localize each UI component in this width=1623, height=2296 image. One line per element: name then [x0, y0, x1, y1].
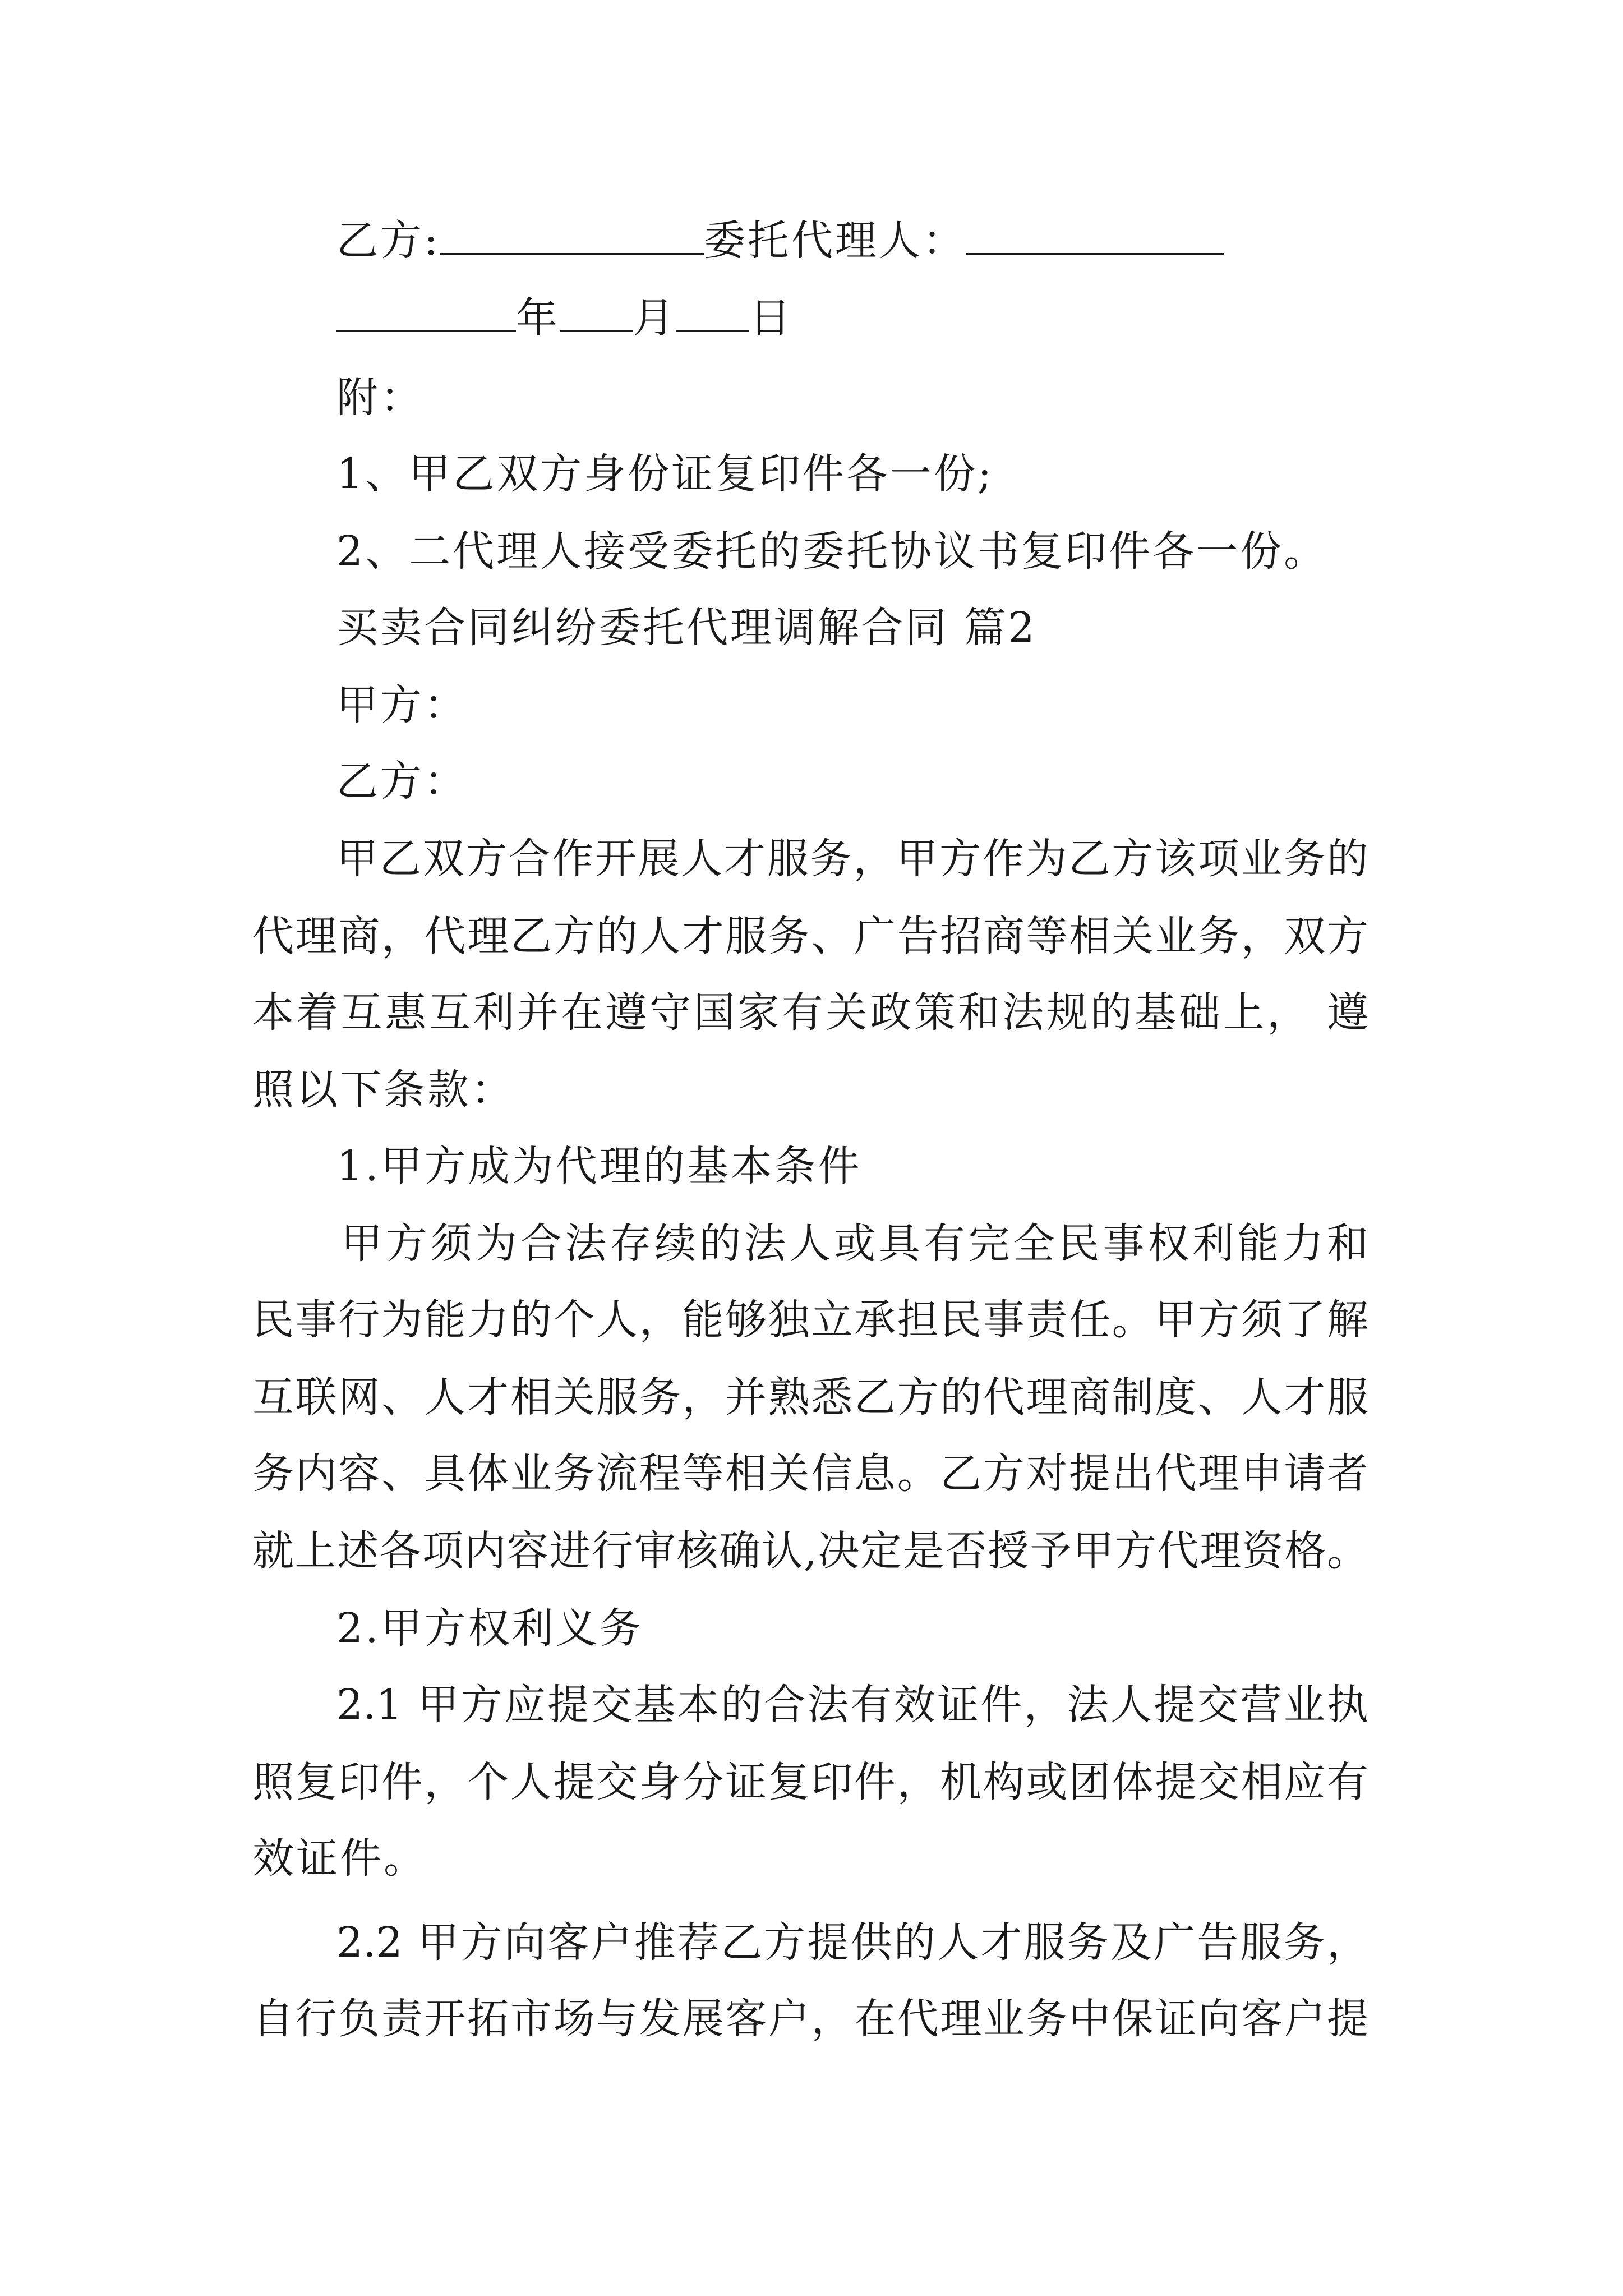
clause-1-line-5: 就上述各项内容进行审核确认,决定是否授予甲方代理资格。 — [252, 1527, 1368, 1575]
clause-2-2-line-2: 自行负责开拓市场与发展客户，在代理业务中保证向客户提 — [252, 1995, 1368, 2043]
attachment-item-2: 2、二代理人接受委托的委托协议书复印件各一份。 — [336, 527, 1328, 576]
signature-line-party-b — [336, 217, 1224, 265]
clause-2-2-line-1: 2.2 甲方向客户推荐乙方提供的人才服务及广告服务， — [336, 1918, 1368, 1967]
clause-2-1-line-1: 2.1 甲方应提交基本的合法有效证件，法人提交营业执 — [336, 1681, 1368, 1729]
month-label: 月 — [633, 294, 676, 342]
intro-line-4: 照以下条款： — [252, 1066, 515, 1114]
year-label: 年 — [516, 294, 560, 342]
date-line — [336, 294, 793, 342]
day-label: 日 — [749, 294, 793, 342]
clause-2-1-line-2: 照复印件，个人提交身分证复印件，机构或团体提交相应有 — [252, 1758, 1368, 1806]
clause-1-line-3: 互联网、人才相关服务，并熟悉乙方的代理商制度、人才服 — [252, 1373, 1368, 1421]
party-b-label: 乙方: — [336, 217, 440, 265]
attachment-item-1: 1、甲乙双方身份证复印件各一份; — [336, 450, 994, 498]
clause-2-title: 2.甲方权利义务 — [336, 1604, 643, 1653]
section-title: 买卖合同纠纷委托代理调解合同 篇2 — [336, 604, 1037, 652]
party-b-blank — [440, 222, 704, 255]
clause-2-1-line-3: 效证件。 — [252, 1834, 427, 1883]
agent-label: 委托代理人： — [703, 217, 966, 265]
agent-blank — [966, 222, 1224, 255]
clause-1-title: 1.甲方成为代理的基本条件 — [336, 1142, 862, 1190]
party-a-label: 甲方： — [336, 681, 468, 729]
party-b-label-2: 乙方： — [336, 757, 468, 806]
month-blank — [560, 299, 633, 332]
year-blank — [336, 299, 516, 332]
clause-1-line-4: 务内容、具体业务流程等相关信息。乙方对提出代理申请者 — [252, 1450, 1368, 1498]
clause-1-line-1: 甲方须为合法存续的法人或具有完全民事权利能力和 — [341, 1220, 1368, 1268]
intro-line-1: 甲乙双方合作开展人才服务，甲方作为乙方该项业务的 — [336, 835, 1368, 883]
clause-1-line-2: 民事行为能力的个人，能够独立承担民事责任。甲方须了解 — [252, 1296, 1368, 1344]
day-blank — [676, 299, 749, 332]
attachments-heading: 附： — [336, 374, 424, 422]
intro-line-2: 代理商，代理乙方的人才服务、广告招商等相关业务，双方 — [252, 912, 1368, 960]
intro-line-3: 本着互惠互利并在遵守国家有关政策和法规的基础上， 遵 — [252, 988, 1368, 1037]
